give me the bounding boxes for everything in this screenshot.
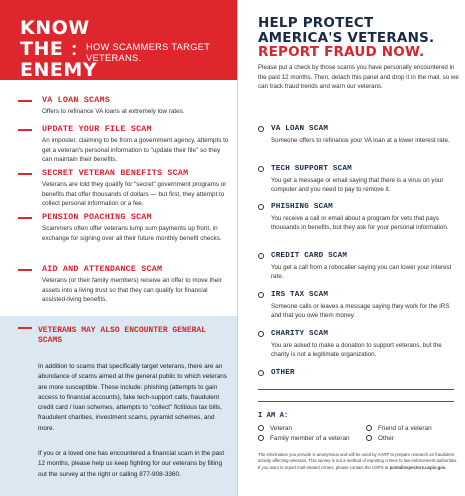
- hero-title: KNOW THE ENEMY: [20, 17, 98, 81]
- right-panel: [237, 0, 465, 496]
- red-dash-icon: [18, 129, 32, 131]
- red-dash-icon: [18, 173, 32, 175]
- radio-circle-icon[interactable]: [258, 370, 264, 376]
- scam-description: Veterans (or their family members) receive an offer to move their assets into a living trust so that they can qualify for financial assisted-living benefits.: [42, 277, 222, 304]
- option-title: PHISHING SCAM: [271, 203, 333, 211]
- option-description: Someone offers to refinance your VA loan at a lower interest rate.: [271, 137, 450, 144]
- general-scams-title: VETERANS MAY ALSO ENCOUNTER GENERAL SCAMS: [38, 326, 207, 345]
- red-dash-icon: [18, 269, 32, 271]
- scam-title: SECRET VETERAN BENEFITS SCAM: [42, 168, 189, 178]
- survey-intro: Please put a check by those scams you have personally encountered in the past 12 months. Then, detach this panel and drop it in the mail, so we can track fraud trends and warn our veterans.: [258, 64, 459, 91]
- usps-link: postalinspectors.uspis.gov.: [389, 464, 447, 470]
- general-scams-body: In addition to scams that specifically target veterans, there are an abundance of scams aimed at the general public to which veterans are more susceptible. These include: phishing (attempts to gain access to financial accounts), fake tech-support calls, fraudulent credit card / loan schemes, attempts to "collect" fictitious tax bills, fraudulent charities, investment scams, pyramid schemes, and more.: [38, 363, 227, 432]
- option-title: TECH SUPPORT SCAM: [271, 165, 352, 173]
- radio-circle-icon[interactable]: [258, 166, 264, 172]
- option-description: You get a message or email saying that there is a virus on your computer and you need to pay to remove it.: [271, 177, 444, 194]
- radio-circle-icon[interactable]: [258, 425, 264, 431]
- hero-banner: [0, 0, 237, 80]
- choice-friend-of-veteran[interactable]: Friend of a veteran: [366, 425, 432, 432]
- scam-description: An imposter, claiming to be from a government agency, attempts to get a veteran's personal information to "update their file" so they can maintain their benefits.: [42, 137, 229, 164]
- option-description: You are asked to make a donation to support veterans, but the charity is not a legitimate organization.: [271, 342, 442, 359]
- radio-circle-icon[interactable]: [258, 435, 264, 441]
- scam-title: PENSION POACHING SCAM: [42, 212, 152, 222]
- hero-subtitle: HOW SCAMMERS TARGET VETERANS.: [86, 42, 210, 63]
- radio-circle-icon[interactable]: [258, 292, 264, 298]
- radio-circle-icon[interactable]: [258, 253, 264, 259]
- radio-circle-icon[interactable]: [258, 204, 264, 210]
- radio-circle-icon[interactable]: [258, 126, 264, 132]
- survey-call-to-action: If you or a loved one has encountered a financial scam in the past 12 months, please help us keep fighting for our veterans by filling out the survey at the right or calling 877-908-3360.: [38, 450, 225, 478]
- report-fraud-accent: REPORT FRAUD NOW.: [258, 44, 425, 60]
- choice-veteran[interactable]: Veteran: [258, 425, 292, 432]
- scam-title: AID AND ATTENDANCE SCAM: [42, 264, 163, 274]
- scam-description: Scammers often offer veterans lump sum payments up front, in exchange for signing over all their future monthly benefit checks.: [42, 225, 222, 242]
- scam-description: Veterans are told they qualify for "secret" government programs or benefits that offer thousands of dollars — but first, they attempt to collect personal information or a fee.: [42, 181, 227, 208]
- option-description: You receive a call or email about a program for vets that pays thousands in benefits, but they ask for your personal information.: [271, 215, 449, 232]
- option-title: VA LOAN SCAM: [271, 125, 329, 133]
- radio-circle-icon[interactable]: [366, 425, 372, 431]
- general-scams-box: [0, 316, 237, 496]
- radio-circle-icon[interactable]: [258, 331, 264, 337]
- option-title: CREDIT CARD SCAM: [271, 252, 348, 260]
- red-dash-icon: [18, 327, 32, 329]
- report-fraud-title: HELP PROTECT AMERICA'S VETERANS. REPORT FRAUD NOW.: [258, 15, 435, 60]
- scam-title: UPDATE YOUR FILE SCAM: [42, 124, 152, 134]
- option-description: Someone calls or leaves a message saying they work for the IRS and that you owe them money.: [271, 303, 450, 320]
- red-dash-icon: [18, 100, 32, 102]
- red-dash-icon: [18, 217, 32, 219]
- choice-other[interactable]: Other: [366, 435, 394, 442]
- radio-circle-icon[interactable]: [366, 435, 372, 441]
- option-title: IRS TAX SCAM: [271, 291, 329, 299]
- scam-description: Offers to refinance VA loans at extremely low rates.: [42, 108, 185, 115]
- other-write-in-line-2[interactable]: [258, 401, 454, 402]
- hero-colon: :: [71, 39, 78, 60]
- option-title: OTHER: [271, 369, 295, 377]
- other-write-in-line-1[interactable]: [258, 389, 454, 390]
- choice-family-member[interactable]: Family member of a veteran: [258, 435, 350, 442]
- scam-title: VA LOAN SCAMS: [42, 95, 110, 105]
- option-description: You get a call from a robocaller saying you can lower your interest rate.: [271, 264, 452, 281]
- footnote: The information you provide is anonymous and will be used by AARP to prepare research on fraudulent activity affecting veterans. This survey is not a method of reporting crimes to law enforcement authorities. If you want to report mail-related crimes, please contact the USPS at postalinspectors.uspis.gov.: [258, 452, 458, 470]
- i-am-title: I AM A:: [258, 412, 289, 420]
- option-title: CHARITY SCAM: [271, 330, 329, 338]
